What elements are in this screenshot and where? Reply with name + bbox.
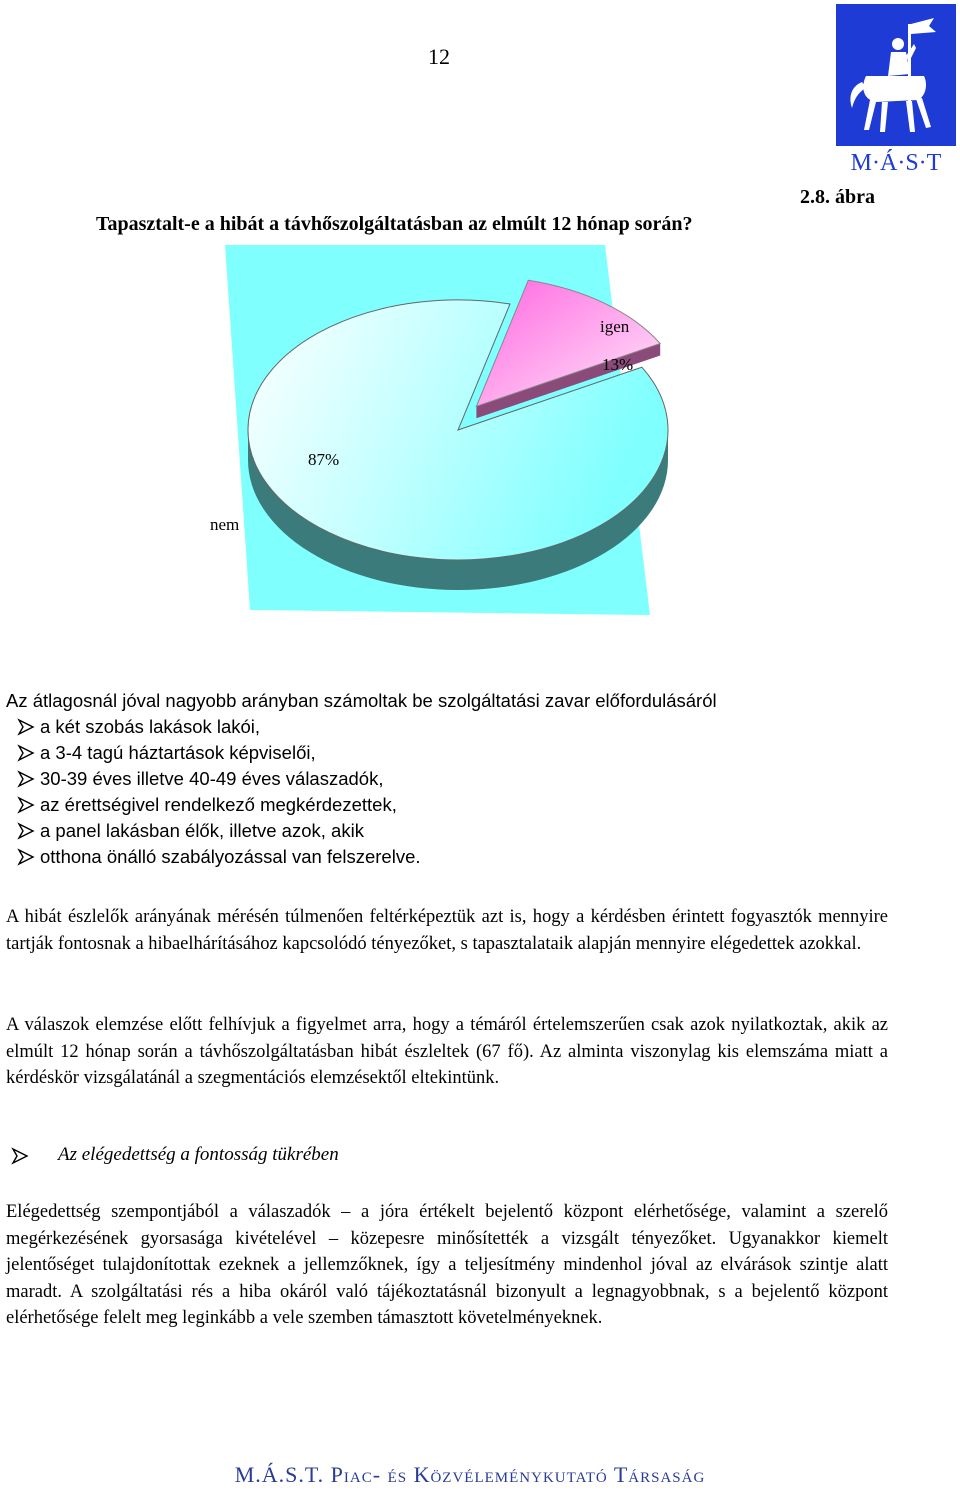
paragraph: Elégedettség szempontjából a válaszadók – a jóra értékelt bejelentő központ elérhetősége, valamint a szerelő megérkezésének gyorsasága kivételével – közepesre minősítették a vizsgált tényezőket. Ugyanakkor kiemelt jelentőséget tulajdonítottak ezeknek a jellemzőknek, így a teljesítmény mindenhol jóval az elvárások szintje alatt maradt. A szolgáltatási rés a hiba okáról való tájékoztatásnál bizonyult a legnagyobbnak, s a bejelentő központ elérhetősége felelt meg leginkább a vele szemben támasztott követelményeknek. bbox=[6, 1202, 888, 1328]
subheading-text: Az elégedettség a fontosság tükrében bbox=[58, 1144, 339, 1165]
arrow-bullet-icon bbox=[18, 719, 34, 735]
arrow-bullet-icon bbox=[18, 771, 34, 787]
pie-chart bbox=[210, 240, 700, 620]
list-item-text: az érettségivel rendelkező megkérdezettek, bbox=[40, 794, 397, 815]
bullet-list bbox=[6, 714, 906, 870]
mast-logo bbox=[836, 4, 956, 176]
section-subheading bbox=[6, 1144, 339, 1166]
arrow-bullet-icon bbox=[18, 745, 34, 761]
bullet-block bbox=[6, 688, 906, 870]
list-item-text: otthona önálló szabályozással van felszerelve. bbox=[40, 846, 421, 867]
intro-text: Az átlagosnál jóval nagyobb arányban számoltak be szolgáltatási zavar előfordulásáról bbox=[6, 690, 717, 711]
arrow-bullet-icon bbox=[18, 797, 34, 813]
arrow-bullet-icon bbox=[12, 1148, 28, 1164]
list-item bbox=[6, 766, 906, 792]
list-item-text: a két szobás lakások lakói, bbox=[40, 716, 261, 737]
list-item-text: 30-39 éves illetve 40-49 éves válaszadók, bbox=[40, 768, 384, 789]
chart-label-igen: igen bbox=[600, 317, 630, 336]
arrow-bullet-icon bbox=[18, 823, 34, 839]
chart-value-igen: 13% bbox=[602, 355, 634, 374]
list-item-text: a panel lakásban élők, illetve azok, akik bbox=[40, 820, 364, 841]
footer-company-name: M.Á.S.T. Piac- és Közvéleménykutató Társaság bbox=[234, 1462, 706, 1487]
page-number: 12 bbox=[428, 44, 450, 69]
list-item-text: a 3-4 tagú háztartások képviselői, bbox=[40, 742, 316, 763]
paragraph: A hibát észlelők arányának mérésén túlmenően feltérképeztük azt is, hogy a kérdésben érintett fogyasztók mennyire tartják fontosnak a hibaelhárításához kapcsolódó tényezőket, s tapasztalataik alapján mennyire elégedettek azokkal. bbox=[6, 907, 888, 954]
arrow-bullet-icon bbox=[18, 849, 34, 865]
paragraph: A válaszok elemzése előtt felhívjuk a figyelmet arra, hogy a témáról értelemszerűen csak azok nyilatkoztak, akik az elmúlt 12 hónap során a távhőszolgáltatásban hibát észleltek (67 fő). Az alminta viszonylag kis elemszáma miatt a kérdéskör vizsgálatánál a szegmentációs elemzésektől eltekintünk. bbox=[6, 1015, 888, 1088]
logo-text: M·Á·S·T bbox=[850, 150, 942, 176]
list-item bbox=[6, 818, 906, 844]
list-item bbox=[6, 844, 906, 870]
list-item bbox=[6, 714, 906, 740]
chart-value-nem: 87% bbox=[308, 450, 340, 469]
list-item bbox=[6, 740, 906, 766]
chart-label-nem: nem bbox=[210, 515, 240, 534]
figure-title: Tapasztalt-e a hibát a távhőszolgáltatásban az elmúlt 12 hónap során? bbox=[96, 213, 693, 235]
list-item bbox=[6, 792, 906, 818]
figure-label: 2.8. ábra bbox=[800, 186, 875, 208]
